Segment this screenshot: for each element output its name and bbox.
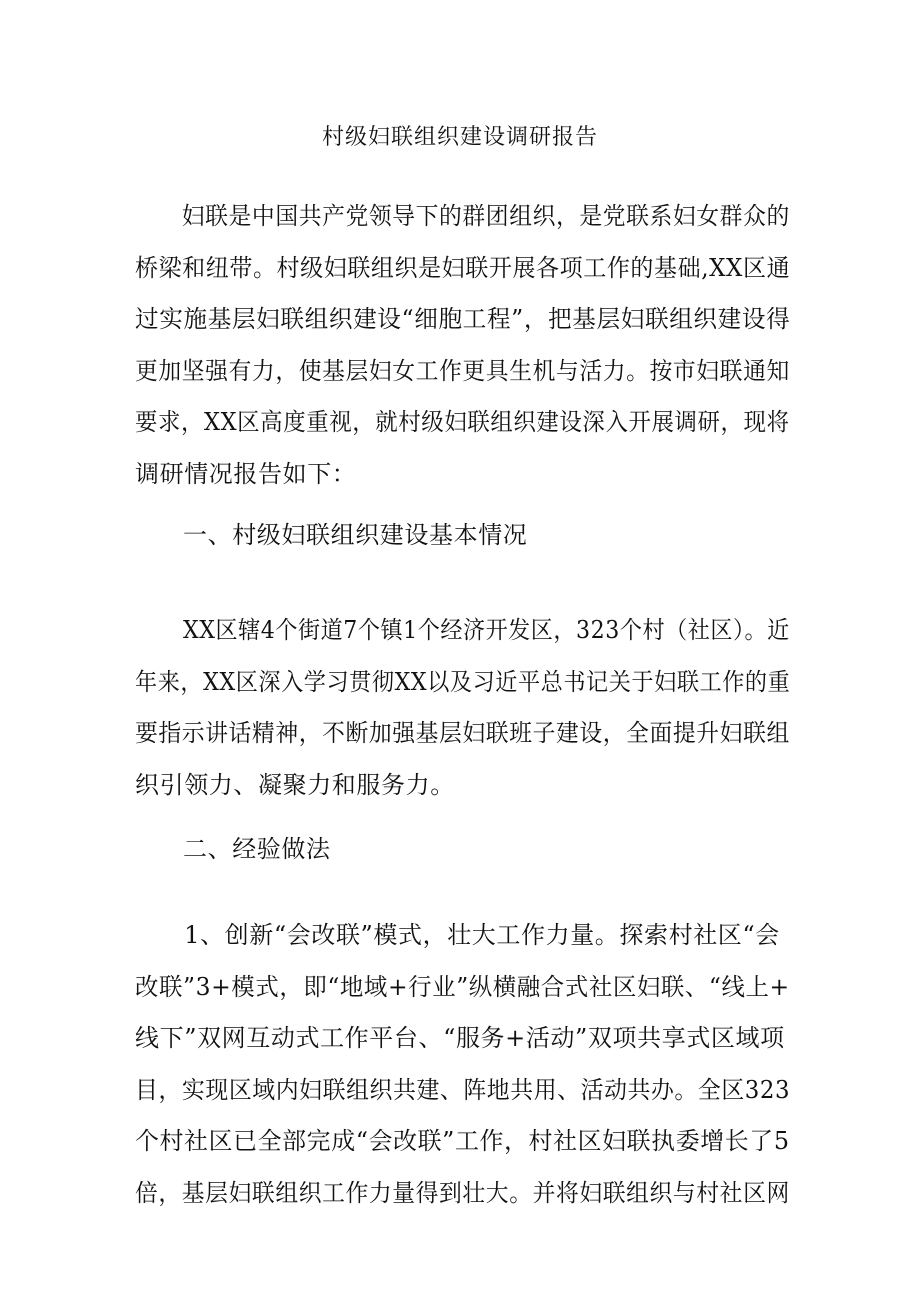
document-title: 村级妇联组织建设调研报告 — [321, 125, 598, 150]
intro-line: 妇联是中国共产党领导下的群团组织，是党联系妇女群众的 — [135, 202, 790, 230]
section-1-heading: 一、村级妇联组织建设基本情况 — [183, 521, 528, 549]
section-2-paragraph — [135, 910, 790, 1220]
section-1-line: 年来，XX区深入学习贯彻XX以及习近平总书记关于妇联工作的重 — [135, 667, 791, 696]
section-1-line: XX区辖4个街道7个镇1个经济开发区，323个村（社区）。近 — [183, 616, 790, 644]
section-2-line: 目，实现区域内妇联组织共建、阵地共用、活动共办。全区323 — [135, 1075, 791, 1104]
section-2-line: 个村社区已全部完成“会改联”工作，村社区妇联执委增长了5 — [135, 1127, 790, 1156]
section-1-paragraph — [135, 605, 791, 811]
section-1-line: 织引领力、凝聚力和服务力。 — [135, 770, 455, 799]
section-2-line: 线下”双网互动式工作平台、“服务+活动”双项共享式区域项 — [135, 1024, 785, 1053]
section-1-line: 要指示讲话精神，不断加强基层妇联班子建设，全面提升妇联组 — [135, 719, 790, 748]
section-2-line: 改联”3+模式，即“地域+行业”纵横融合式社区妇联、“线上+ — [135, 972, 790, 1001]
section-2-heading: 二、经验做法 — [183, 835, 331, 863]
intro-line: 更加坚强有力，使基层妇女工作更具生机与活力。按市妇联通知 — [135, 356, 790, 385]
section-2-line: 倍，基层妇联组织工作力量得到壮大。并将妇联组织与村社区网 — [135, 1178, 790, 1207]
intro-line: 过实施基层妇联组织建设“细胞工程”，把基层妇联组织建设得 — [135, 305, 791, 334]
intro-line: 桥梁和纽带。村级妇联组织是妇联开展各项工作的基础,XX区通 — [135, 253, 791, 282]
section-2-line: 1、创新“会改联”模式，壮大工作力量。探索村社区“会 — [135, 921, 780, 949]
intro-line: 调研情况报告如下： — [135, 459, 357, 488]
intro-paragraph — [135, 191, 790, 501]
intro-line: 要求，XX区高度重视，就村级妇联组织建设深入开展调研，现将 — [135, 408, 790, 437]
